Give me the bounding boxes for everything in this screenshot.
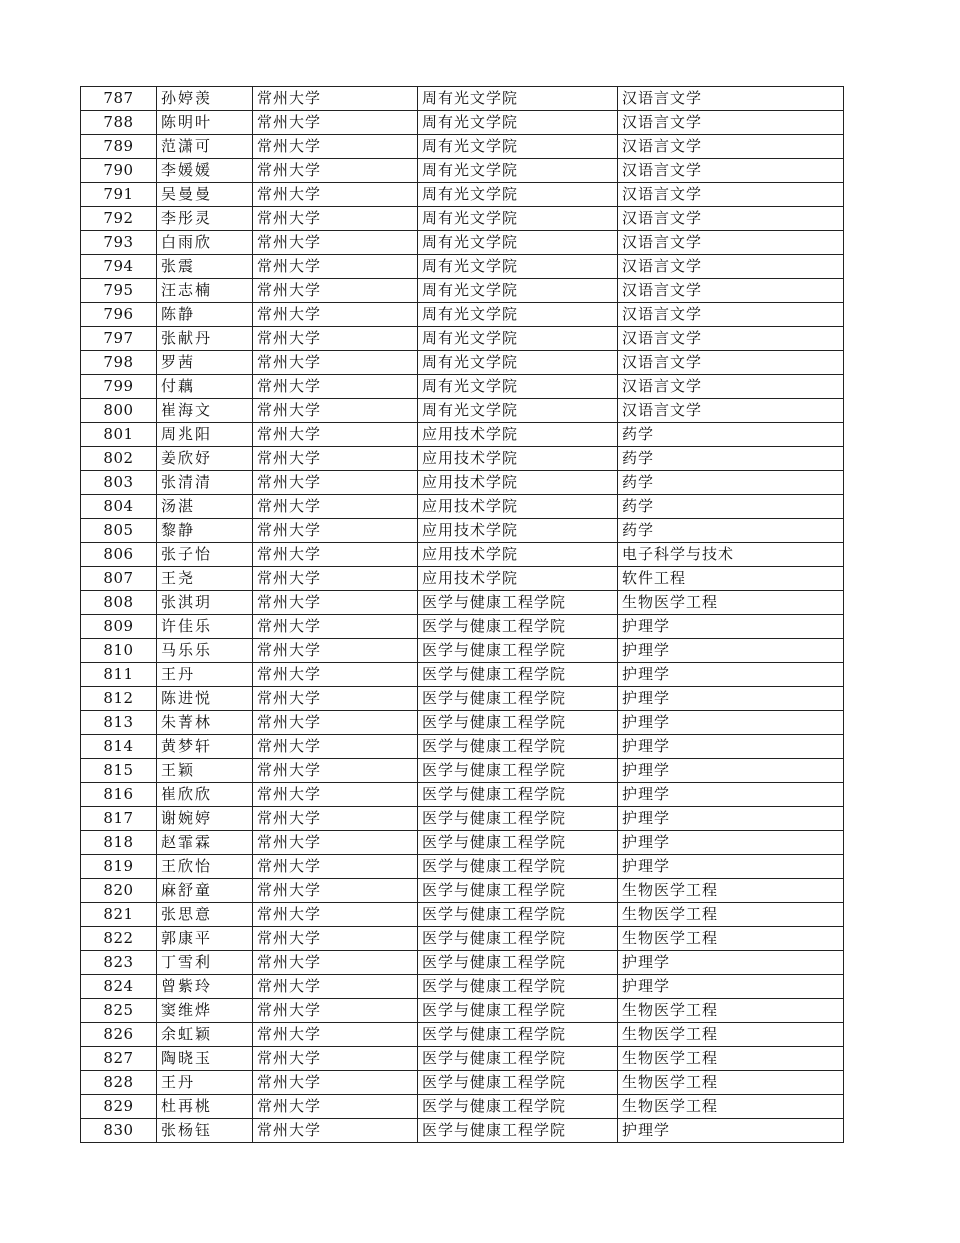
college-cell: 应用技术学院 — [418, 471, 618, 495]
college-cell: 周有光文学院 — [418, 303, 618, 327]
table-row — [81, 135, 844, 159]
student-name-cell: 崔欣欣 — [157, 783, 253, 807]
major-cell: 汉语言文学 — [618, 303, 844, 327]
major-cell: 护理学 — [618, 855, 844, 879]
major-cell: 电子科学与技术 — [618, 543, 844, 567]
table-row — [81, 567, 844, 591]
table-row — [81, 159, 844, 183]
university-cell: 常州大学 — [253, 975, 418, 999]
table-row — [81, 543, 844, 567]
row-number-cell: 823 — [81, 951, 157, 975]
table-row — [81, 855, 844, 879]
table-row — [81, 183, 844, 207]
table-row — [81, 1095, 844, 1119]
major-cell: 药学 — [618, 423, 844, 447]
college-cell: 医学与健康工程学院 — [418, 1047, 618, 1071]
student-name-cell: 朱菁林 — [157, 711, 253, 735]
table-row — [81, 303, 844, 327]
row-number-cell: 809 — [81, 615, 157, 639]
student-name-cell: 王丹 — [157, 1071, 253, 1095]
college-cell: 周有光文学院 — [418, 351, 618, 375]
university-cell: 常州大学 — [253, 495, 418, 519]
row-number-cell: 792 — [81, 207, 157, 231]
major-cell: 护理学 — [618, 831, 844, 855]
college-cell: 周有光文学院 — [418, 135, 618, 159]
row-number-cell: 829 — [81, 1095, 157, 1119]
table-row — [81, 999, 844, 1023]
row-number-cell: 790 — [81, 159, 157, 183]
row-number-cell: 821 — [81, 903, 157, 927]
university-cell: 常州大学 — [253, 879, 418, 903]
table-row — [81, 903, 844, 927]
table-row — [81, 231, 844, 255]
college-cell: 周有光文学院 — [418, 399, 618, 423]
row-number-cell: 804 — [81, 495, 157, 519]
table-row — [81, 279, 844, 303]
row-number-cell: 818 — [81, 831, 157, 855]
table-row — [81, 735, 844, 759]
major-cell: 生物医学工程 — [618, 1095, 844, 1119]
row-number-cell: 808 — [81, 591, 157, 615]
table-row — [81, 807, 844, 831]
university-cell: 常州大学 — [253, 111, 418, 135]
university-cell: 常州大学 — [253, 87, 418, 111]
college-cell: 应用技术学院 — [418, 567, 618, 591]
college-cell: 医学与健康工程学院 — [418, 999, 618, 1023]
row-number-cell: 791 — [81, 183, 157, 207]
university-cell: 常州大学 — [253, 759, 418, 783]
university-cell: 常州大学 — [253, 471, 418, 495]
major-cell: 汉语言文学 — [618, 231, 844, 255]
student-name-cell: 崔海文 — [157, 399, 253, 423]
student-name-cell: 罗茜 — [157, 351, 253, 375]
college-cell: 医学与健康工程学院 — [418, 951, 618, 975]
college-cell: 周有光文学院 — [418, 279, 618, 303]
university-cell: 常州大学 — [253, 783, 418, 807]
student-name-cell: 余虹颖 — [157, 1023, 253, 1047]
table-row — [81, 1047, 844, 1071]
row-number-cell: 789 — [81, 135, 157, 159]
college-cell: 医学与健康工程学院 — [418, 1119, 618, 1143]
row-number-cell: 819 — [81, 855, 157, 879]
row-number-cell: 817 — [81, 807, 157, 831]
college-cell: 周有光文学院 — [418, 159, 618, 183]
university-cell: 常州大学 — [253, 423, 418, 447]
student-name-cell: 张思意 — [157, 903, 253, 927]
table-row — [81, 399, 844, 423]
table-row — [81, 1071, 844, 1095]
row-number-cell: 827 — [81, 1047, 157, 1071]
table-row — [81, 327, 844, 351]
row-number-cell: 799 — [81, 375, 157, 399]
university-cell: 常州大学 — [253, 663, 418, 687]
row-number-cell: 815 — [81, 759, 157, 783]
university-cell: 常州大学 — [253, 399, 418, 423]
major-cell: 护理学 — [618, 735, 844, 759]
college-cell: 医学与健康工程学院 — [418, 591, 618, 615]
table-row — [81, 471, 844, 495]
row-number-cell: 810 — [81, 639, 157, 663]
row-number-cell: 820 — [81, 879, 157, 903]
college-cell: 医学与健康工程学院 — [418, 855, 618, 879]
university-cell: 常州大学 — [253, 279, 418, 303]
major-cell: 汉语言文学 — [618, 255, 844, 279]
row-number-cell: 797 — [81, 327, 157, 351]
college-cell: 医学与健康工程学院 — [418, 1023, 618, 1047]
college-cell: 周有光文学院 — [418, 87, 618, 111]
college-cell: 医学与健康工程学院 — [418, 711, 618, 735]
row-number-cell: 811 — [81, 663, 157, 687]
major-cell: 护理学 — [618, 975, 844, 999]
major-cell: 汉语言文学 — [618, 351, 844, 375]
student-name-cell: 杜再桃 — [157, 1095, 253, 1119]
college-cell: 应用技术学院 — [418, 519, 618, 543]
major-cell: 药学 — [618, 495, 844, 519]
student-name-cell: 麻舒童 — [157, 879, 253, 903]
student-name-cell: 丁雪利 — [157, 951, 253, 975]
university-cell: 常州大学 — [253, 903, 418, 927]
row-number-cell: 787 — [81, 87, 157, 111]
student-name-cell: 付藕 — [157, 375, 253, 399]
student-name-cell: 陶晓玉 — [157, 1047, 253, 1071]
college-cell: 周有光文学院 — [418, 231, 618, 255]
college-cell: 医学与健康工程学院 — [418, 735, 618, 759]
table-row — [81, 87, 844, 111]
student-name-cell: 汪志楠 — [157, 279, 253, 303]
table-row — [81, 519, 844, 543]
major-cell: 护理学 — [618, 711, 844, 735]
university-cell: 常州大学 — [253, 1047, 418, 1071]
table-row — [81, 495, 844, 519]
major-cell: 汉语言文学 — [618, 399, 844, 423]
university-cell: 常州大学 — [253, 567, 418, 591]
major-cell: 护理学 — [618, 1119, 844, 1143]
major-cell: 生物医学工程 — [618, 1023, 844, 1047]
row-number-cell: 822 — [81, 927, 157, 951]
university-cell: 常州大学 — [253, 687, 418, 711]
row-number-cell: 800 — [81, 399, 157, 423]
university-cell: 常州大学 — [253, 135, 418, 159]
student-roster-table — [80, 86, 844, 1143]
roster-body — [81, 87, 844, 1143]
university-cell: 常州大学 — [253, 159, 418, 183]
major-cell: 软件工程 — [618, 567, 844, 591]
college-cell: 周有光文学院 — [418, 111, 618, 135]
row-number-cell: 801 — [81, 423, 157, 447]
university-cell: 常州大学 — [253, 831, 418, 855]
university-cell: 常州大学 — [253, 999, 418, 1023]
table-row — [81, 711, 844, 735]
major-cell: 汉语言文学 — [618, 159, 844, 183]
university-cell: 常州大学 — [253, 807, 418, 831]
university-cell: 常州大学 — [253, 375, 418, 399]
major-cell: 汉语言文学 — [618, 279, 844, 303]
major-cell: 汉语言文学 — [618, 183, 844, 207]
college-cell: 周有光文学院 — [418, 207, 618, 231]
student-name-cell: 范潇可 — [157, 135, 253, 159]
major-cell: 生物医学工程 — [618, 903, 844, 927]
college-cell: 医学与健康工程学院 — [418, 1095, 618, 1119]
college-cell: 应用技术学院 — [418, 447, 618, 471]
row-number-cell: 802 — [81, 447, 157, 471]
university-cell: 常州大学 — [253, 543, 418, 567]
university-cell: 常州大学 — [253, 927, 418, 951]
student-name-cell: 周兆阳 — [157, 423, 253, 447]
row-number-cell: 830 — [81, 1119, 157, 1143]
student-name-cell: 黎静 — [157, 519, 253, 543]
student-name-cell: 王欣怡 — [157, 855, 253, 879]
table-row — [81, 639, 844, 663]
university-cell: 常州大学 — [253, 1023, 418, 1047]
row-number-cell: 798 — [81, 351, 157, 375]
university-cell: 常州大学 — [253, 327, 418, 351]
table-row — [81, 927, 844, 951]
table-row — [81, 759, 844, 783]
college-cell: 医学与健康工程学院 — [418, 615, 618, 639]
row-number-cell: 826 — [81, 1023, 157, 1047]
row-number-cell: 807 — [81, 567, 157, 591]
major-cell: 护理学 — [618, 687, 844, 711]
row-number-cell: 793 — [81, 231, 157, 255]
student-name-cell: 陈静 — [157, 303, 253, 327]
student-name-cell: 张震 — [157, 255, 253, 279]
table-row — [81, 375, 844, 399]
college-cell: 医学与健康工程学院 — [418, 927, 618, 951]
table-row — [81, 207, 844, 231]
student-name-cell: 张淇玥 — [157, 591, 253, 615]
college-cell: 周有光文学院 — [418, 255, 618, 279]
university-cell: 常州大学 — [253, 231, 418, 255]
row-number-cell: 795 — [81, 279, 157, 303]
major-cell: 生物医学工程 — [618, 1071, 844, 1095]
row-number-cell: 806 — [81, 543, 157, 567]
major-cell: 汉语言文学 — [618, 375, 844, 399]
university-cell: 常州大学 — [253, 255, 418, 279]
university-cell: 常州大学 — [253, 639, 418, 663]
university-cell: 常州大学 — [253, 615, 418, 639]
student-name-cell: 李媛媛 — [157, 159, 253, 183]
major-cell: 药学 — [618, 471, 844, 495]
student-name-cell: 白雨欣 — [157, 231, 253, 255]
major-cell: 护理学 — [618, 951, 844, 975]
table-row — [81, 951, 844, 975]
row-number-cell: 812 — [81, 687, 157, 711]
student-name-cell: 张清清 — [157, 471, 253, 495]
student-name-cell: 曾紫玲 — [157, 975, 253, 999]
student-name-cell: 王丹 — [157, 663, 253, 687]
student-name-cell: 马乐乐 — [157, 639, 253, 663]
student-name-cell: 张子怡 — [157, 543, 253, 567]
college-cell: 医学与健康工程学院 — [418, 1071, 618, 1095]
table-row — [81, 351, 844, 375]
student-name-cell: 姜欣妤 — [157, 447, 253, 471]
college-cell: 医学与健康工程学院 — [418, 759, 618, 783]
university-cell: 常州大学 — [253, 855, 418, 879]
college-cell: 医学与健康工程学院 — [418, 807, 618, 831]
university-cell: 常州大学 — [253, 519, 418, 543]
college-cell: 周有光文学院 — [418, 327, 618, 351]
table-row — [81, 615, 844, 639]
student-name-cell: 李彤灵 — [157, 207, 253, 231]
student-name-cell: 黄梦轩 — [157, 735, 253, 759]
table-row — [81, 1119, 844, 1143]
major-cell: 护理学 — [618, 615, 844, 639]
table-row — [81, 783, 844, 807]
university-cell: 常州大学 — [253, 303, 418, 327]
row-number-cell: 788 — [81, 111, 157, 135]
student-name-cell: 郭康平 — [157, 927, 253, 951]
university-cell: 常州大学 — [253, 183, 418, 207]
university-cell: 常州大学 — [253, 951, 418, 975]
table-row — [81, 255, 844, 279]
university-cell: 常州大学 — [253, 1071, 418, 1095]
college-cell: 医学与健康工程学院 — [418, 975, 618, 999]
student-name-cell: 吴曼曼 — [157, 183, 253, 207]
table-row — [81, 591, 844, 615]
table-row — [81, 687, 844, 711]
student-name-cell: 张献丹 — [157, 327, 253, 351]
major-cell: 汉语言文学 — [618, 111, 844, 135]
college-cell: 医学与健康工程学院 — [418, 663, 618, 687]
college-cell: 医学与健康工程学院 — [418, 687, 618, 711]
row-number-cell: 805 — [81, 519, 157, 543]
university-cell: 常州大学 — [253, 351, 418, 375]
table-row — [81, 975, 844, 999]
university-cell: 常州大学 — [253, 735, 418, 759]
college-cell: 医学与健康工程学院 — [418, 639, 618, 663]
student-name-cell: 孙婷羡 — [157, 87, 253, 111]
student-name-cell: 张杨钰 — [157, 1119, 253, 1143]
table-row — [81, 111, 844, 135]
table-row — [81, 447, 844, 471]
major-cell: 生物医学工程 — [618, 879, 844, 903]
row-number-cell: 794 — [81, 255, 157, 279]
university-cell: 常州大学 — [253, 711, 418, 735]
student-name-cell: 赵霏霖 — [157, 831, 253, 855]
student-name-cell: 陈进悦 — [157, 687, 253, 711]
college-cell: 医学与健康工程学院 — [418, 879, 618, 903]
major-cell: 汉语言文学 — [618, 327, 844, 351]
college-cell: 周有光文学院 — [418, 375, 618, 399]
major-cell: 汉语言文学 — [618, 87, 844, 111]
row-number-cell: 824 — [81, 975, 157, 999]
row-number-cell: 816 — [81, 783, 157, 807]
student-name-cell: 许佳乐 — [157, 615, 253, 639]
student-name-cell: 窦维烨 — [157, 999, 253, 1023]
college-cell: 周有光文学院 — [418, 183, 618, 207]
row-number-cell: 813 — [81, 711, 157, 735]
table-row — [81, 831, 844, 855]
student-name-cell: 王颖 — [157, 759, 253, 783]
major-cell: 护理学 — [618, 759, 844, 783]
table-row — [81, 1023, 844, 1047]
major-cell: 汉语言文学 — [618, 207, 844, 231]
college-cell: 应用技术学院 — [418, 543, 618, 567]
student-name-cell: 汤湛 — [157, 495, 253, 519]
major-cell: 生物医学工程 — [618, 591, 844, 615]
major-cell: 药学 — [618, 519, 844, 543]
row-number-cell: 803 — [81, 471, 157, 495]
row-number-cell: 828 — [81, 1071, 157, 1095]
major-cell: 生物医学工程 — [618, 999, 844, 1023]
major-cell: 护理学 — [618, 807, 844, 831]
row-number-cell: 796 — [81, 303, 157, 327]
table-row — [81, 423, 844, 447]
student-name-cell: 王尧 — [157, 567, 253, 591]
major-cell: 生物医学工程 — [618, 927, 844, 951]
major-cell: 护理学 — [618, 663, 844, 687]
row-number-cell: 814 — [81, 735, 157, 759]
college-cell: 应用技术学院 — [418, 423, 618, 447]
major-cell: 汉语言文学 — [618, 135, 844, 159]
table-row — [81, 879, 844, 903]
university-cell: 常州大学 — [253, 1095, 418, 1119]
university-cell: 常州大学 — [253, 1119, 418, 1143]
college-cell: 医学与健康工程学院 — [418, 831, 618, 855]
student-name-cell: 谢婉婷 — [157, 807, 253, 831]
college-cell: 医学与健康工程学院 — [418, 903, 618, 927]
major-cell: 药学 — [618, 447, 844, 471]
college-cell: 应用技术学院 — [418, 495, 618, 519]
major-cell: 生物医学工程 — [618, 1047, 844, 1071]
major-cell: 护理学 — [618, 783, 844, 807]
table-row — [81, 663, 844, 687]
student-name-cell: 陈明叶 — [157, 111, 253, 135]
university-cell: 常州大学 — [253, 591, 418, 615]
college-cell: 医学与健康工程学院 — [418, 783, 618, 807]
university-cell: 常州大学 — [253, 447, 418, 471]
university-cell: 常州大学 — [253, 207, 418, 231]
row-number-cell: 825 — [81, 999, 157, 1023]
major-cell: 护理学 — [618, 639, 844, 663]
